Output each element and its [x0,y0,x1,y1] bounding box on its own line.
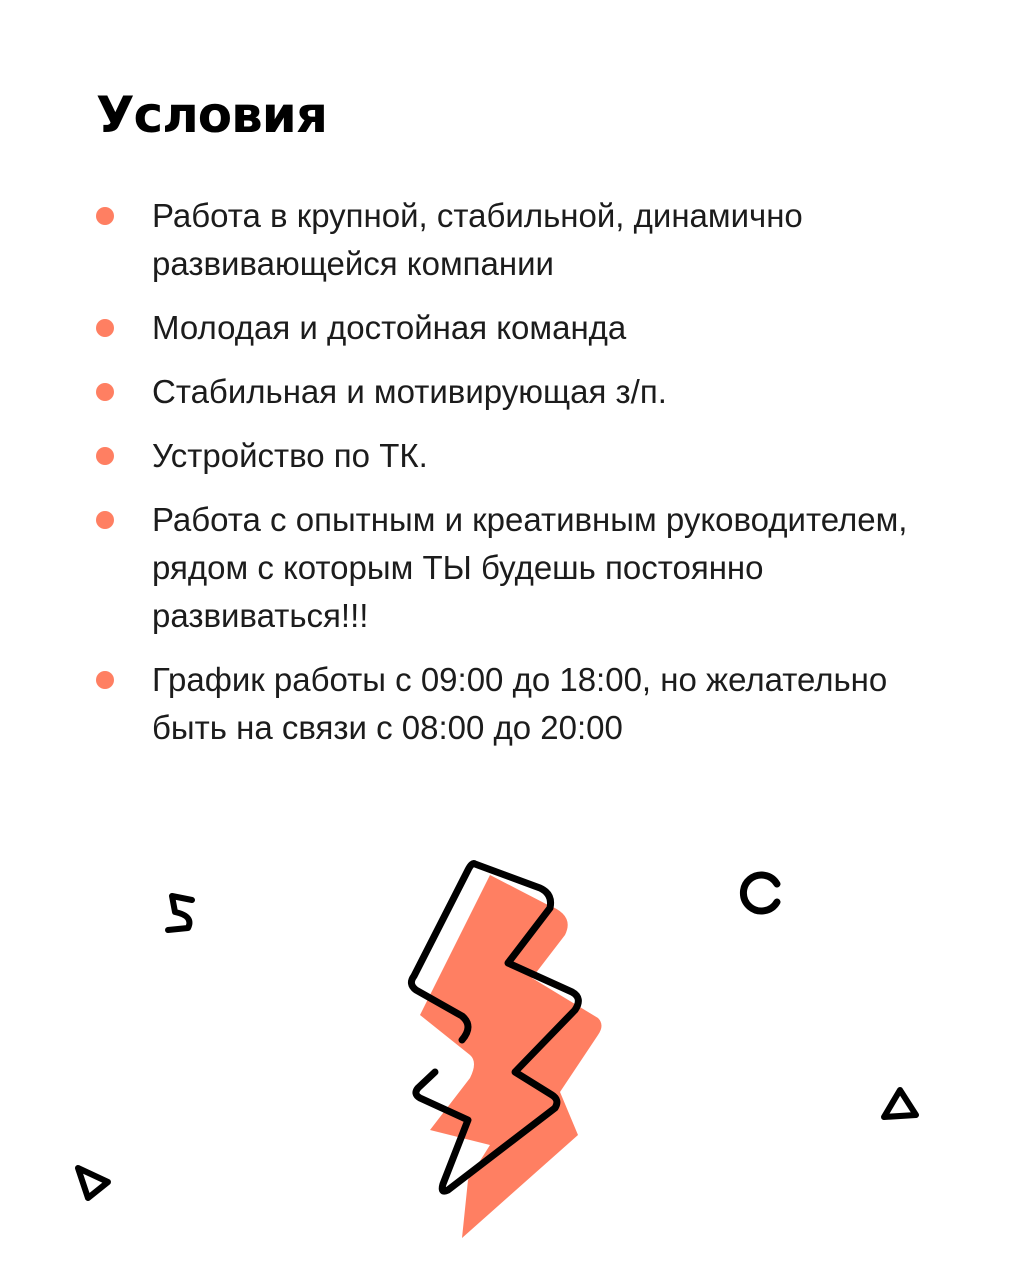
ring-icon [743,875,777,911]
list-item-text: Устройство по ТК. [152,437,428,474]
triangle-icon [884,1090,916,1117]
squiggle-s-icon [168,896,192,930]
list-item [96,368,956,416]
list-item-text: Стабильная и мотивирующая з/п. [152,373,667,410]
conditions-list [96,192,956,768]
list-item-text: Работа в крупной, стабильной, динамично развивающейся компании [152,197,803,282]
lightning-bolt-fill [420,875,602,1238]
bullet-dot-icon [96,447,114,465]
triangle-icon [78,1168,108,1198]
list-item [96,496,956,640]
lightning-bolt-outline [411,864,578,1192]
page-title: Условия [96,86,327,144]
list-item-text: График работы с 09:00 до 18:00, но желательно быть на связи с 08:00 до 20:00 [152,661,888,746]
list-item [96,432,956,480]
list-item [96,304,956,352]
list-item [96,192,956,288]
list-item-text: Молодая и достойная команда [152,309,627,346]
bullet-dot-icon [96,319,114,337]
bullet-dot-icon [96,207,114,225]
lightning-bolt-icon [411,864,601,1238]
bullet-dot-icon [96,511,114,529]
list-item [96,656,956,752]
bullet-dot-icon [96,383,114,401]
bullet-dot-icon [96,671,114,689]
list-item-text: Работа с опытным и креативным руководителем, рядом с которым ТЫ будешь постоянно развиваться!!! [152,501,908,634]
